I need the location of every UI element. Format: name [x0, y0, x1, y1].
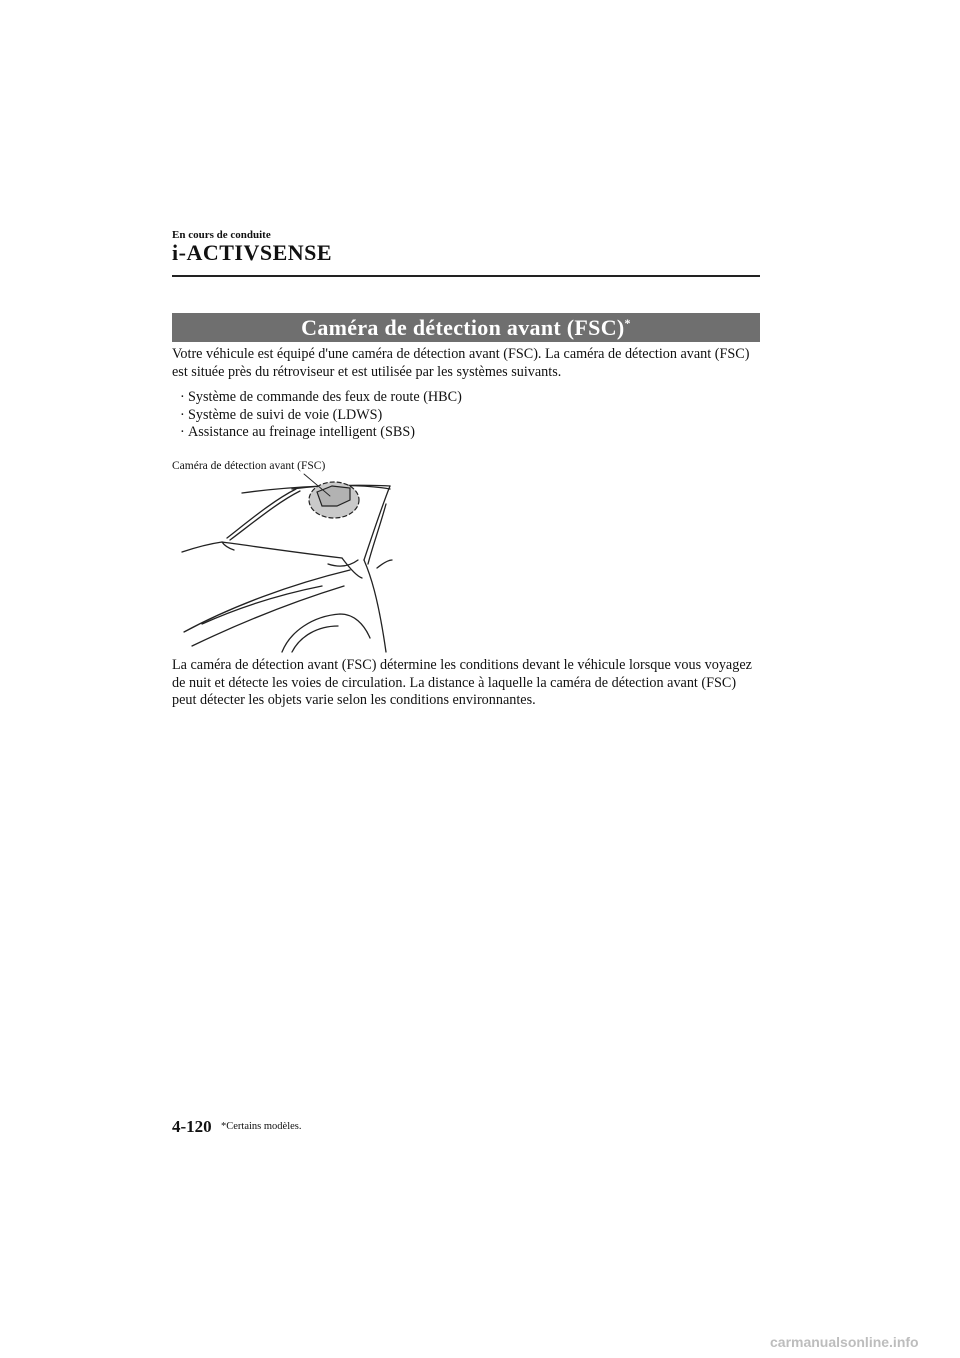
list-item — [180, 424, 462, 442]
car-windshield-illustration — [172, 456, 412, 656]
camera-location-figure — [172, 456, 412, 656]
list-item-text: Système de commande des feux de route (HBC) — [188, 389, 462, 405]
section-title: Caméra de détection avant (FSC) — [301, 315, 625, 340]
figure-caption: Caméra de détection avant (FSC) — [172, 460, 326, 472]
page-number: 4-120 — [172, 1117, 212, 1136]
list-item — [180, 389, 462, 407]
footnote: *Certains modèles. — [221, 1121, 302, 1132]
footnote-marker: * — [624, 316, 631, 330]
list-item — [180, 407, 462, 425]
section-label: En cours de conduite — [172, 229, 271, 241]
bullet-glyph: · — [180, 424, 185, 440]
intro-paragraph: Votre véhicule est équipé d'une caméra de détection avant (FSC). La caméra de détection avant (FSC) est située près du rétroviseur et est utilisée par les systèmes suivants. — [172, 346, 750, 380]
watermark: carmanualsonline.info — [770, 1334, 919, 1350]
bullet-glyph: · — [180, 389, 185, 405]
systems-list — [180, 389, 462, 442]
list-item-text: Assistance au freinage intelligent (SBS) — [188, 424, 415, 440]
bullet-glyph: · — [180, 406, 185, 423]
list-item-text: Système de suivi de voie (LDWS) — [188, 406, 383, 423]
chapter-title: i-ACTIVSENSE — [172, 240, 333, 265]
body-paragraph: La caméra de détection avant (FSC) détermine les conditions devant le véhicule lorsque vous voyagez de nuit et détecte les voies de circulation. La distance à laquelle la caméra de détection avant (FSC) peut détecter les objets varie selon les conditions environnantes. — [172, 657, 752, 708]
section-title-bar — [172, 313, 760, 342]
chapter-divider — [172, 275, 760, 277]
